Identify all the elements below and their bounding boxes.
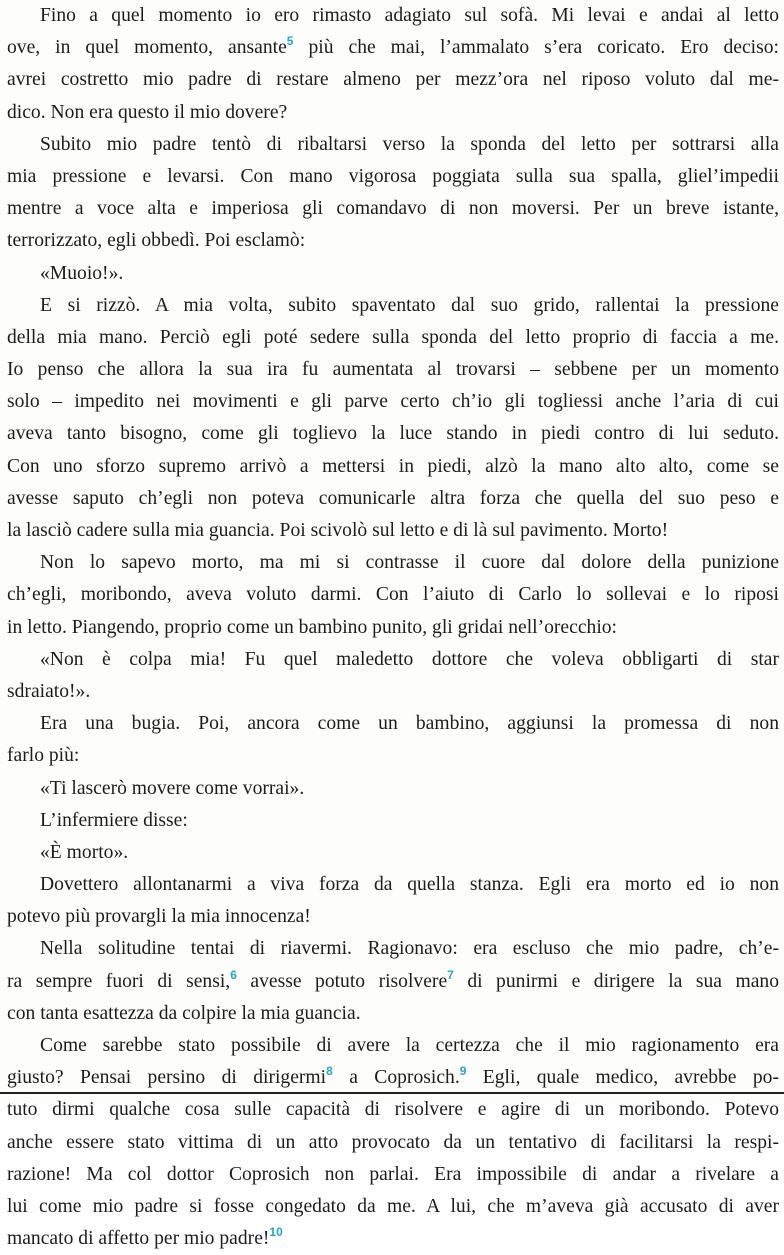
footnote-marker[interactable]: 10	[269, 1225, 283, 1240]
text-line	[7, 547, 779, 579]
paragraph	[7, 773, 779, 805]
text-run: avesse potuto risolvere	[236, 970, 448, 992]
paragraph	[7, 547, 779, 644]
text-line	[7, 805, 779, 837]
text-run: terrorizzato, egli obbedì. Poi esclamò:	[7, 230, 306, 252]
text-run: Io penso che allora la sua ira fu aumentata al trovarsi – sebbene per un momento	[7, 359, 779, 381]
text-run: della mia mano. Perciò egli poté sedere sulla sponda del letto proprio di faccia a me.	[7, 326, 779, 348]
text-line	[7, 579, 779, 611]
text-run: ove, in quel momento, ansante	[7, 37, 287, 59]
text-run: Subito mio padre tentò di ribaltarsi verso la sponda del letto per sottrarsi alla	[40, 133, 779, 155]
text-line	[7, 869, 779, 901]
text-line	[7, 418, 779, 450]
text-run: mentre a voce alta e imperiosa gli comandavo di non moversi. Per un breve istante,	[7, 198, 779, 220]
text-line	[7, 129, 779, 161]
text-run: avesse saputo ch’egli non poteva comunicarle altra forza che quella del suo peso e	[7, 487, 779, 509]
paragraph	[7, 708, 779, 772]
text-run: Non lo sapevo morto, ma mi si contrasse il cuore dal dolore della punizione	[40, 552, 779, 574]
text-line	[7, 773, 779, 805]
text-line	[7, 1030, 779, 1062]
paragraph	[7, 129, 779, 258]
text-run: aveva tanto bisogno, come gli toglievo la luce stando in piedi contro di lui seduto.	[7, 423, 779, 445]
footnote-marker[interactable]: 5	[286, 34, 294, 49]
paragraph	[7, 869, 779, 933]
text-run: dico. Non era questo il mio dovere?	[7, 101, 288, 123]
text-run: lui come mio padre si fosse congedato da me. A lui, che m’aveva già accusato di aver	[7, 1195, 779, 1217]
text-run: «Non è colpa mia! Fu quel maledetto dottore che voleva obbligarti di star	[40, 648, 779, 670]
body-text	[7, 0, 779, 1255]
text-line	[7, 97, 779, 129]
text-run: farlo più:	[7, 745, 80, 767]
text-line	[7, 225, 779, 257]
text-run: razione! Ma col dottor Coprosich non parlai. Era impossibile di andar a rivelare a	[7, 1163, 779, 1185]
text-run: «Muoio!».	[40, 262, 124, 284]
paragraph	[7, 290, 779, 548]
text-line	[7, 193, 779, 225]
text-line	[7, 676, 779, 708]
text-line	[7, 32, 779, 64]
paragraph	[7, 933, 779, 1030]
text-line	[7, 933, 779, 965]
text-line	[7, 64, 779, 96]
footnote-marker[interactable]: 8	[326, 1064, 333, 1079]
text-run: «È morto».	[40, 841, 129, 863]
text-line	[7, 322, 779, 354]
text-run: in letto. Piangendo, proprio come un bambino punito, gli gridai nell’orecchio:	[7, 616, 617, 638]
paragraph	[7, 805, 779, 837]
text-run: Fino a quel momento io ero rimasto adagiato sul sofà. Mi levai e andai al letto	[40, 5, 779, 26]
footnote-marker[interactable]: 9	[459, 1064, 467, 1079]
text-line	[7, 354, 779, 386]
text-run: Nella solitudine tentai di riavermi. Ragionavo: era escluso che mio padre, ch’e-	[40, 938, 779, 960]
text-line	[7, 901, 779, 933]
footnote-marker[interactable]: 6	[230, 967, 237, 982]
text-run: avrei costretto mio padre di restare almeno per mezz’ora nel riposo voluto dal me-	[7, 69, 779, 91]
text-run: a Coprosich.	[332, 1067, 460, 1089]
text-line	[7, 1094, 779, 1126]
text-run: sdraiato!».	[7, 680, 91, 702]
text-run: la lasciò cadere sulla mia guancia. Poi scivolò sul letto e di là sul pavimento. Morto!	[7, 520, 669, 541]
text-run: ra sempre fuori di sensi,	[7, 970, 231, 992]
text-run: potevo più provargli la mia innocenza!	[7, 906, 311, 928]
text-line	[7, 998, 779, 1030]
text-run: anche essere stato vittima di un atto provocato da un tentativo di facilitarsi la respi-	[7, 1131, 779, 1153]
text-run: ch’egli, moribondo, aveva voluto darmi. Con l’aiuto di Carlo lo sollevai e lo riposi	[7, 584, 779, 606]
text-line	[7, 1159, 779, 1191]
text-run: L’infermiere disse:	[40, 809, 188, 831]
text-line	[7, 290, 779, 322]
text-line	[7, 966, 779, 998]
text-run: Come sarebbe stato possibile di avere la certezza che il mio ragionamento era	[40, 1035, 779, 1056]
text-line	[7, 1127, 779, 1159]
text-run: mia pressione e levarsi. Con mano vigorosa poggiata sulla sua spalla, gliel’impedii	[7, 165, 779, 187]
text-run: giusto? Pensai persino di dirigermi	[7, 1067, 327, 1089]
text-line	[7, 740, 779, 772]
text-run: mancato di affetto per mio padre!	[7, 1228, 270, 1250]
text-line	[7, 258, 779, 290]
text-line	[7, 837, 779, 869]
text-run: Era una bugia. Poi, ancora come un bambino, aggiunsi la promessa di non	[40, 713, 779, 735]
text-run: solo – impedito nei movimenti e gli parve certo ch’io gli togliessi anche l’aria di cui	[7, 391, 779, 413]
text-run: più che mai, l’ammalato s’era coricato. Ero deciso:	[293, 37, 779, 59]
text-run: Dovettero allontanarmi a viva forza da quella stanza. Egli era morto ed io non	[40, 874, 779, 896]
text-run: tuto dirmi qualche cosa sulle capacità di risolvere e agire di un moribondo. Potevo	[7, 1099, 779, 1121]
text-line	[7, 515, 779, 547]
text-line	[7, 483, 779, 515]
text-run: con tanta esattezza da colpire la mia guancia.	[7, 1002, 361, 1024]
text-line	[7, 161, 779, 193]
footnote-marker[interactable]: 7	[447, 967, 454, 982]
paragraph	[7, 0, 779, 129]
text-line	[7, 612, 779, 644]
text-line	[7, 1191, 779, 1223]
text-line	[7, 0, 779, 32]
paragraph	[7, 258, 779, 290]
text-line	[7, 708, 779, 740]
text-run: di punirmi e dirigere la sua mano	[453, 970, 779, 992]
text-run: «Ti lascerò movere come vorrai».	[40, 777, 305, 799]
text-line	[7, 644, 779, 676]
paragraph	[7, 644, 779, 708]
page-bottom-rule	[0, 1092, 784, 1094]
text-run: Egli, quale medico, avrebbe po-	[466, 1067, 779, 1089]
text-line	[7, 451, 779, 483]
text-run: Con uno sforzo supremo arrivò a mettersi in piedi, alzò la mano alto alto, come se	[7, 455, 779, 477]
text-line	[7, 1223, 779, 1255]
paragraph	[7, 1030, 779, 1255]
text-line	[7, 1062, 779, 1094]
text-run: E si rizzò. A mia volta, subito spaventato dal suo grido, rallentai la pressione	[40, 294, 779, 316]
text-line	[7, 386, 779, 418]
paragraph	[7, 837, 779, 869]
